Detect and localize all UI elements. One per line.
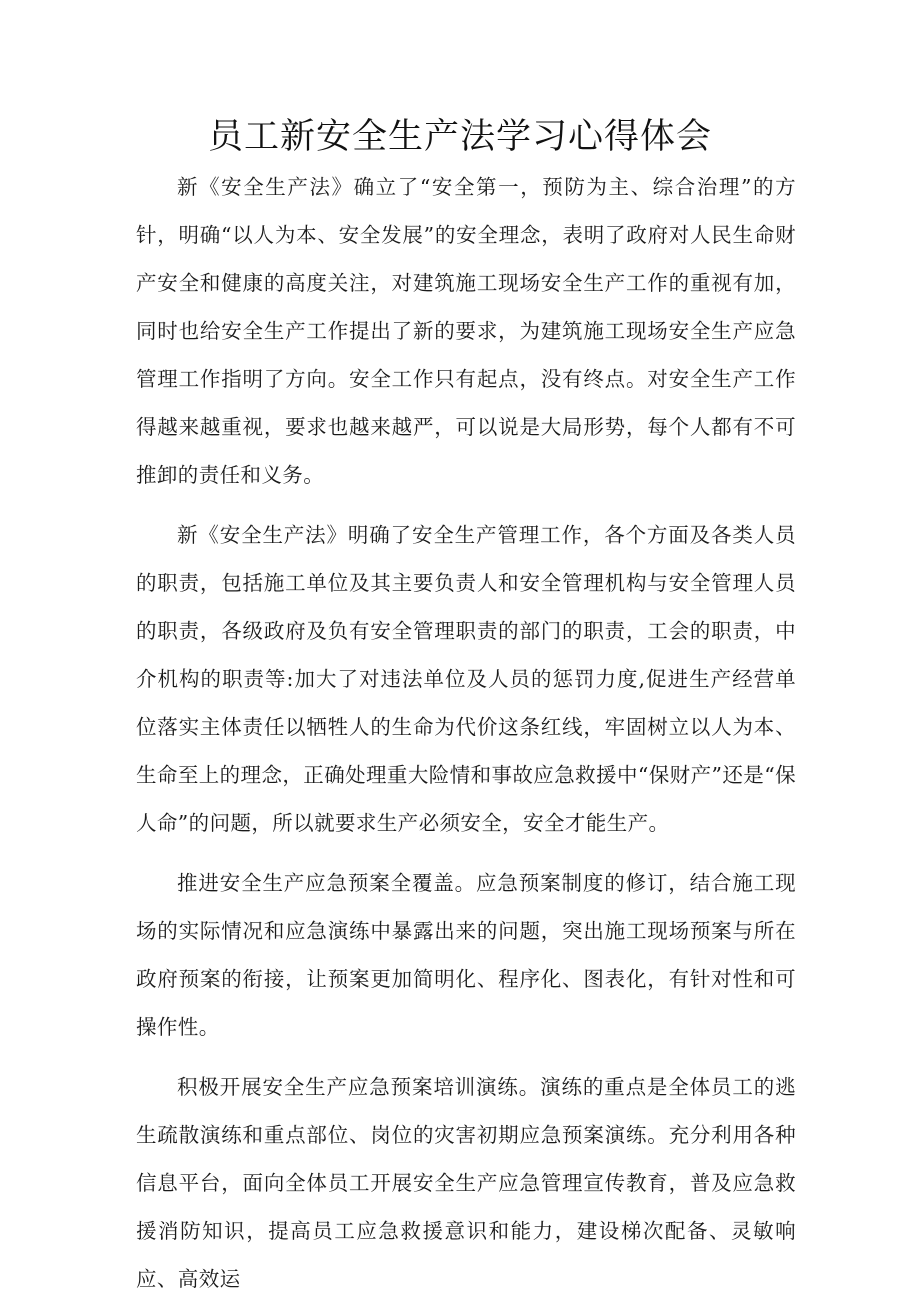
- document-body: [136, 163, 796, 1315]
- paragraph-1: 新《安全生产法》确立了“安全第一，预防为主、综合治理”的方针，明确“以人为本、安全发展”的安全理念，表明了政府对人民生命财产安全和健康的高度关注，对建筑施工现场安全生产工作的重视有加，同时也给安全生产工作提出了新的要求，为建筑施工现场安全生产应急管理工作指明了方向。安全工作只有起点，没有终点。对安全生产工作得越来越重视，要求也越来越严，可以说是大局形势，每个人都有不可推卸的责任和义务。: [136, 175, 796, 487]
- paragraph-2: 新《安全生产法》明确了安全生产管理工作，各个方面及各类人员的职责，包括施工单位及其主要负责人和安全管理机构与安全管理人员的职责，各级政府及负有安全管理职责的部门的职责，工会的职责，中介机构的职责等:加大了对违法单位及人员的惩罚力度,促进生产经营单位落实主体责任以牺牲人的生命为代价这条红线，牢固树立以人为本、生命至上的理念，正确处理重大险情和事故应急救援中“保财产”还是“保人命”的问题，所以就要求生产必须安全，安全才能生产。: [136, 523, 796, 835]
- paragraph-3: 推进安全生产应急预案全覆盖。应急预案制度的修订，结合施工现场的实际情况和应急演练中暴露出来的问题，突出施工现场预案与所在政府预案的衔接，让预案更加简明化、程序化、图表化，有针对性和可操作性。: [136, 871, 796, 1039]
- paragraph-4: 积极开展安全生产应急预案培训演练。演练的重点是全体员工的逃生疏散演练和重点部位、岗位的灾害初期应急预案演练。充分利用各种信息平台，面向全体员工开展安全生产应急管理宣传教育，普及应急救援消防知识，提高员工应急救援意识和能力，建设梯次配备、灵敏响应、高效运: [136, 1075, 796, 1291]
- document-title: 员工新安全生产法学习心得体会: [207, 117, 712, 157]
